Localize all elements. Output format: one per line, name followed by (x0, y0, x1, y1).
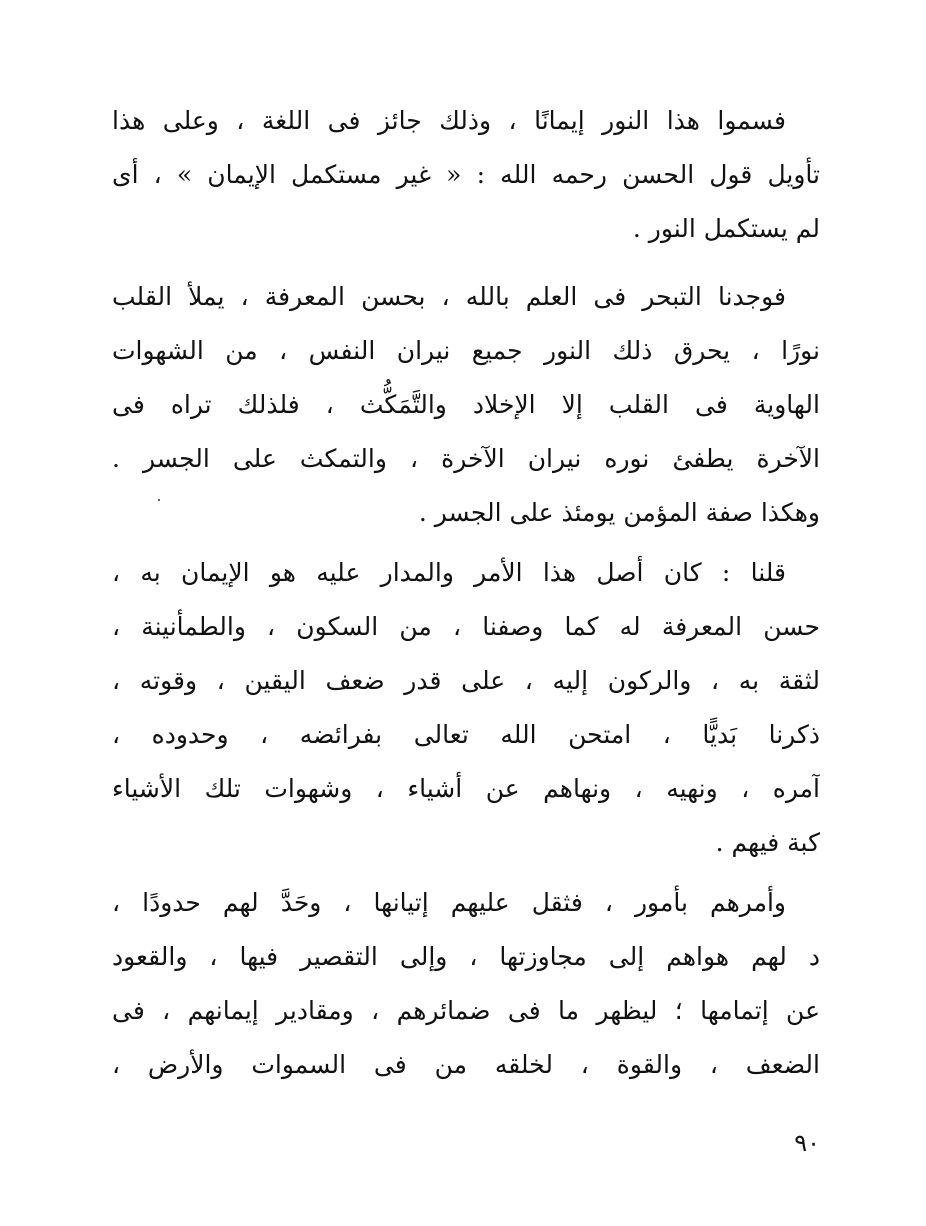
text-line: الآخرة يطفئ نوره نيران الآخرة ، والتمكث على الجسر . (112, 444, 820, 473)
page-number: ٩٠ (794, 1129, 820, 1157)
text-line: قلنا : كان أصل هذا الأمر والمدار عليه هو الإيمان به ، (112, 558, 786, 587)
paragraph-4 (112, 876, 820, 1092)
text-line: نورًا ، يحرق ذلك النور جميع نيران النفس ، من الشهوات (112, 336, 820, 365)
text-line: كبة فيهم . (715, 828, 820, 857)
paragraph-1 (112, 94, 820, 256)
text-line: آمره ، ونهيه ، ونهاهم عن أشياء ، وشهوات تلك الأشياء (112, 774, 820, 803)
text-line: الضعف ، والقوة ، لخلقه من فى السموات والأرض ، (112, 1050, 820, 1079)
text-line: وأمرهم بأمور ، فثقل عليهم إتيانها ، وحَدَّ لهم حدودًا ، (112, 888, 786, 917)
text-line: وهكذا صفة المؤمن يومئذ على الجسر . (418, 498, 820, 527)
text-line: لثقة به ، والركون إليه ، على قدر ضعف اليقين ، وقوته ، (112, 666, 820, 695)
scan-speck (158, 499, 160, 501)
text-line: حسن المعرفة له كما وصفنا ، من السكون ، والطمأنينة ، (112, 612, 820, 641)
text-line: فوجدنا التبحر فى العلم بالله ، بحسن المعرفة ، يملأ القلب (112, 282, 786, 311)
paragraph-3 (112, 546, 820, 870)
text-line: الهاوية فى القلب إلا الإخلاد والتَّمَكُّث ، فلذلك تراه فى (112, 390, 820, 419)
text-line: لم يستكمل النور . (632, 214, 820, 243)
text-line: ذكرنا بَديًّا ، امتحن الله تعالى بفرائضه ، وحدوده ، (112, 720, 820, 749)
text-line: د لهم هواهم إلى مجاوزتها ، وإلى التقصير فيها ، والقعود (112, 942, 820, 971)
paragraph-2 (112, 270, 820, 540)
text-line: تأويل قول الحسن رحمه الله : « غير مستكمل الإيمان » ، أى (112, 160, 820, 189)
text-line: عن إتمامها ؛ ليظهر ما فى ضمائرهم ، ومقادير إيمانهم ، فى (112, 996, 820, 1025)
text-line: فسموا هذا النور إيمانًا ، وذلك جائز فى اللغة ، وعلى هذا (112, 106, 786, 135)
